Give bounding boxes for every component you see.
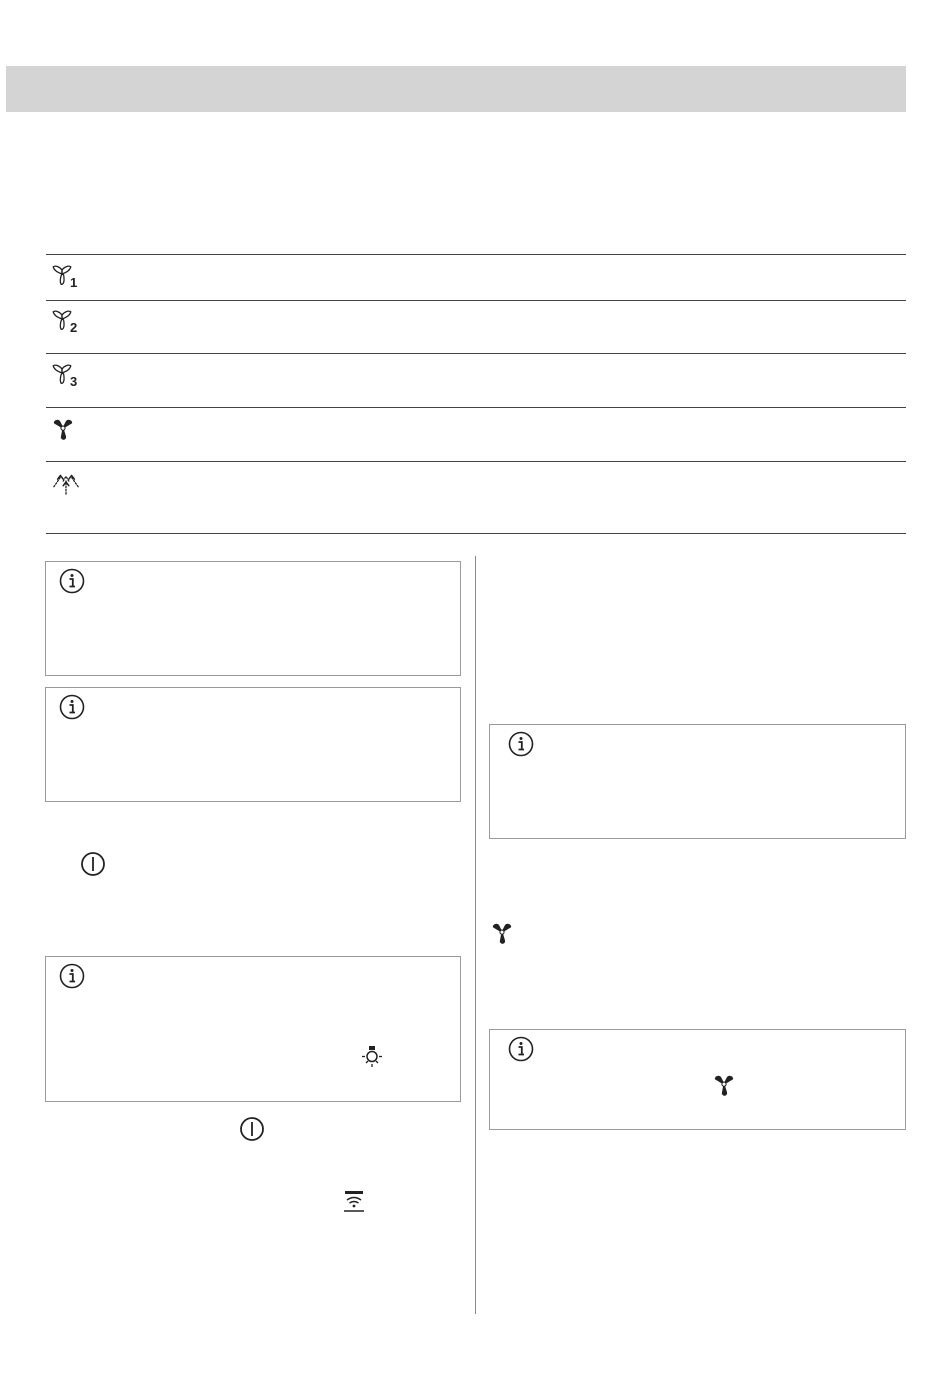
power-icon xyxy=(239,1116,265,1142)
column-divider xyxy=(475,556,476,1314)
table-rule xyxy=(46,300,906,301)
fan-speed-2-icon: 2 xyxy=(50,307,84,341)
info-icon xyxy=(59,694,85,720)
info-icon xyxy=(59,963,85,989)
power-icon xyxy=(80,851,106,877)
odor-extraction-icon xyxy=(50,468,84,502)
section-header-band xyxy=(6,66,906,112)
info-icon xyxy=(59,568,85,594)
table-rule xyxy=(46,353,906,354)
ambient-light-icon xyxy=(341,1189,367,1215)
info-icon xyxy=(508,731,534,757)
table-rule xyxy=(46,254,906,255)
table-rule xyxy=(46,533,906,534)
info-box xyxy=(45,687,461,802)
info-box xyxy=(489,1029,906,1130)
table-rule xyxy=(46,461,906,462)
fan-boost-icon xyxy=(711,1072,737,1098)
info-box xyxy=(45,956,461,1102)
info-box xyxy=(45,561,461,676)
fan-speed-1-icon: 1 xyxy=(50,262,84,296)
info-icon xyxy=(508,1036,534,1062)
fan-speed-3-icon: 3 xyxy=(50,361,84,395)
lamp-icon xyxy=(359,1044,385,1070)
table-rule xyxy=(46,407,906,408)
fan-boost-icon xyxy=(50,416,84,450)
info-box xyxy=(489,724,906,839)
fan-boost-icon xyxy=(489,920,515,946)
